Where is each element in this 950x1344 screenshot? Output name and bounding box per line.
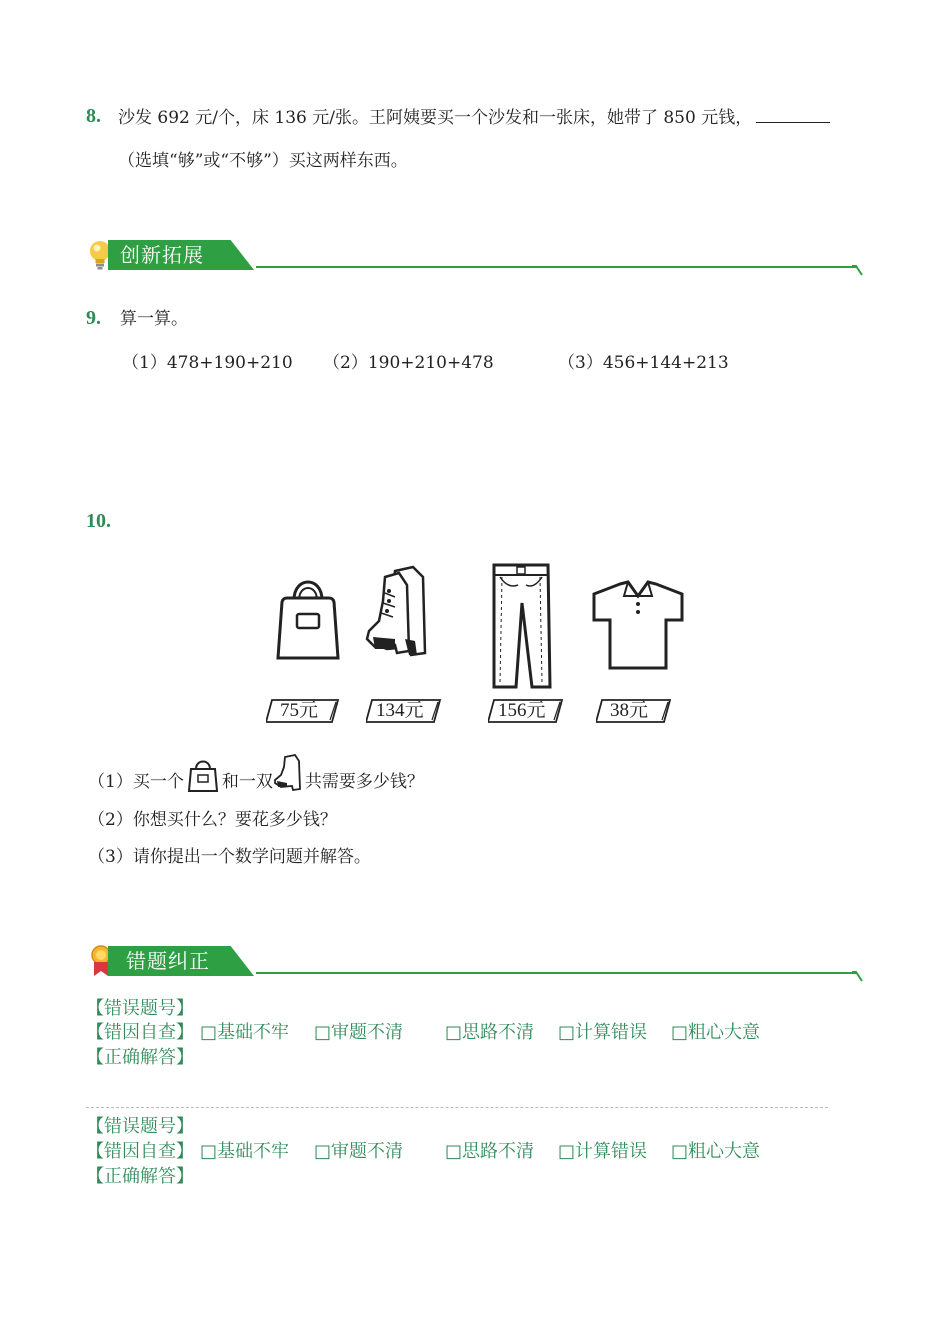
price-boots: 134元 [376,700,424,721]
cause-option-calculation[interactable]: □计算错误 [558,1022,648,1043]
price-pants: 156元 [498,700,546,721]
banner-underline [256,266,856,268]
q10-number: 10. [86,510,111,532]
label-error-number: 【错误题号】 [86,1116,194,1137]
cause-option-reasoning[interactable]: □思路不清 [445,1022,535,1043]
q8-number: 8. [86,105,101,127]
price-tag-pants [488,698,564,722]
label-correct-answer: 【正确解答】 [86,1166,194,1187]
price-tag-handbag [266,698,340,722]
label-error-cause: 【错因自查】 [86,1141,194,1162]
shirt-icon [590,580,686,672]
banner-underline [256,972,856,974]
dashed-divider [86,1107,828,1108]
q10-sub3: （3）请你提出一个数学问题并解答。 [88,847,371,867]
section-banner-correct [86,944,866,978]
q8-text-line2: （选填“够”或“不够”）买这两样东西。 [118,151,408,171]
q10-sub1-part-b: 和一双 [221,772,273,792]
cause-option-misread[interactable]: □审题不清 [314,1022,404,1043]
q10-sub2: （2）你想买什么？要花多少钱？ [88,810,337,830]
section-title-correct: 错题纠正 [126,949,210,973]
label-correct-answer: 【正确解答】 [86,1047,194,1068]
q9-text: 算一算。 [120,309,188,329]
q8-line1: 沙发 692 元/个，床 136 元/张。王阿姨要买一个沙发和一张床，她带了 850 元钱， [118,108,753,128]
boots-icon [365,563,437,663]
cause-option-foundation[interactable]: □基础不牢 [200,1141,290,1162]
section-banner-expand [86,238,866,272]
price-shirt: 38元 [610,700,649,721]
q8-answer-blank[interactable] [756,106,830,123]
q9-number: 9. [86,307,101,329]
cause-option-reasoning[interactable]: □思路不清 [445,1141,535,1162]
price-tag-shirt [596,698,672,722]
q9-item-2: （2）190+210+478 [323,353,494,373]
banner-line-end [852,971,864,983]
banner-line-end [852,265,864,277]
cause-option-careless[interactable]: □粗心大意 [671,1022,761,1043]
cause-option-calculation[interactable]: □计算错误 [558,1141,648,1162]
cause-option-careless[interactable]: □粗心大意 [671,1141,761,1162]
q10-sub1-part-a: （1）买一个 [88,772,184,792]
section-title-expand: 创新拓展 [120,243,204,267]
cause-option-foundation[interactable]: □基础不牢 [200,1022,290,1043]
pants-icon [488,563,554,691]
label-error-cause: 【错因自查】 [86,1022,194,1043]
q9-item-1: （1）478+190+210 [122,353,293,373]
label-error-number: 【错误题号】 [86,998,194,1019]
price-tag-boots [366,698,442,722]
handbag-inline-icon [184,755,222,793]
cause-option-misread[interactable]: □审题不清 [314,1141,404,1162]
q10-sub1-part-c: 共需要多少钱？ [304,772,424,792]
price-handbag: 75元 [280,700,319,721]
boots-inline-icon [273,753,305,793]
q9-item-3: （3）456+144+213 [558,353,729,373]
q10-sub1 [88,771,424,795]
handbag-icon [272,570,344,662]
q8-text-line1 [118,106,830,129]
